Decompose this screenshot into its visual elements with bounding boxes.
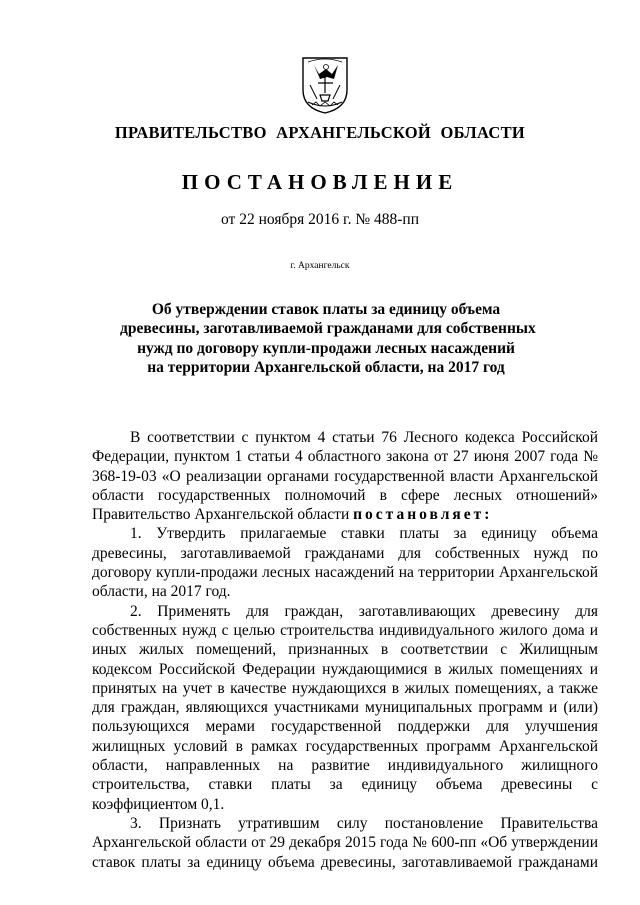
document-city: г. Архангельск <box>290 261 350 271</box>
preamble-paragraph <box>92 428 598 524</box>
decree-colon: : <box>484 506 493 524</box>
item-3-paragraph: 3. Признать утратившим силу постановление Правительства Архангельской области от 29 декабря 2015 года № 600-пп «Об утверждении ставок платы за единицу объема древесины, заготавливаемой гражданами <box>92 814 598 871</box>
title-line: древесины, заготавливаемой гражданами для собственных <box>120 320 536 338</box>
title-line: нужд по договору купли-продажи лесных насаждений <box>137 339 515 357</box>
decree-word: постановляет <box>353 506 485 524</box>
document-type: ПОСТАНОВЛЕНИЕ <box>181 170 459 194</box>
document-date-number: от 22 ноября 2016 г. № 488-пп <box>221 211 419 228</box>
coat-of-arms-icon <box>300 55 350 115</box>
title-line: Об утверждении ставок платы за единицу объема <box>151 301 501 318</box>
document-body <box>92 428 598 872</box>
organization-name: ПРАВИТЕЛЬСТВО АРХАНГЕЛЬСКОЙ ОБЛАСТИ <box>114 123 526 142</box>
preamble-text: В соответствии с пунктом 4 статьи 76 Лесного кодекса Российской Федерации, пунктом 1 статьи 4 областного закона от 27 июня 2007 года № 368-19-03 «О реализации органами государственной власти Архангельской области государственных полномочий в сфере лесных отношений» Правительство Архангельской области <box>92 429 598 524</box>
item-2-paragraph: 2. Применять для граждан, заготавливающих древесину для собственных нужд с целью строительства индивидуального жилого дома и иных жилых помещений, признанных в соответствии с Жилищным кодексом Российской Федерации нуждающимися в жилых помещениях и принятых на учет в качестве нуждающихся в жилых помещениях, а также для граждан, являющихся участниками муниципальных программ и (или) пользующихся мерами государственной поддержки для улучшения жилищных условий в рамках государственных программ Архангельской области, направленных на развитие индивидуального жилищного строительства, ставки платы за единицу объема древесины с коэффициентом 0,1. <box>92 602 598 813</box>
document-title <box>120 300 536 377</box>
title-line: на территории Архангельской области, на 2017 год <box>147 358 505 376</box>
item-1-paragraph: 1. Утвердить прилагаемые ставки платы за единицу объема древесины, заготавливаемой гражданами для собственных нужд по договору купли-продажи лесных насаждений на территории Архангельской области, на 2017 год. <box>92 525 598 601</box>
